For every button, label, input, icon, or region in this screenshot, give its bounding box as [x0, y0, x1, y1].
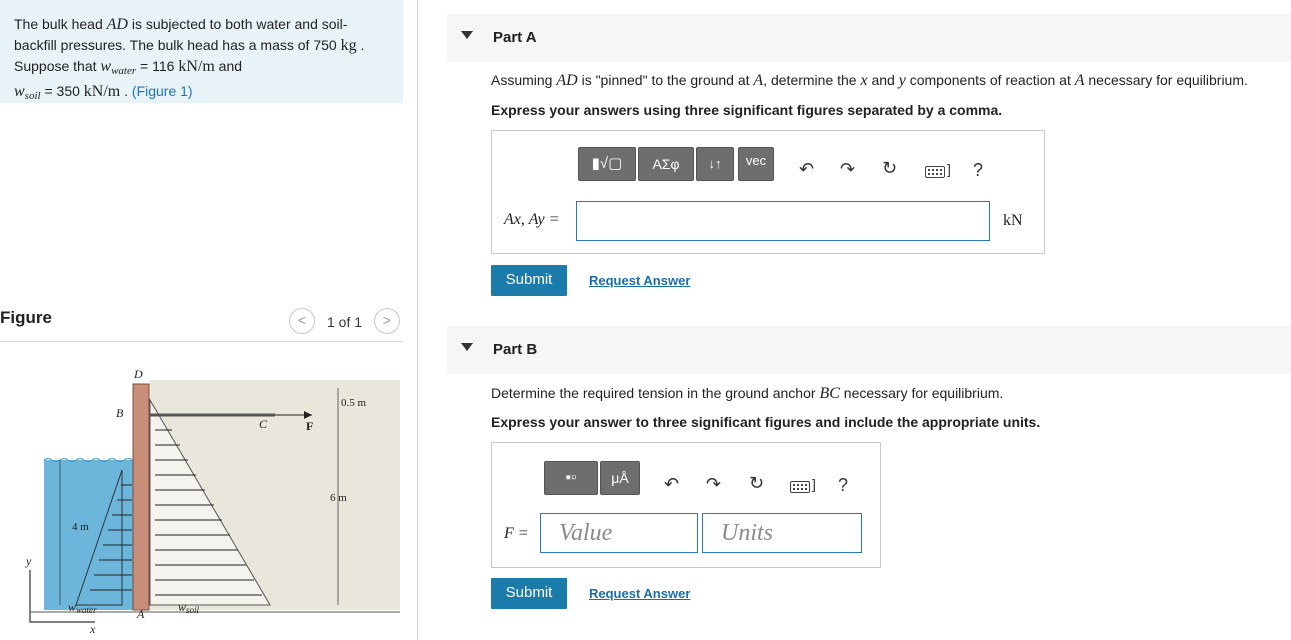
label-w-soil: wsoil: [178, 600, 200, 615]
part-b-question: Determine the required tension in the ground anchor BC necessary for equilibrium.: [491, 385, 1004, 402]
units-button[interactable]: μÅ: [600, 461, 640, 495]
part-b-header[interactable]: [447, 326, 1291, 374]
chevron-left-icon: <: [297, 312, 307, 328]
chevron-right-icon: >: [382, 312, 392, 328]
reset-icon[interactable]: ↻: [882, 158, 898, 178]
redo-icon[interactable]: ↷: [840, 159, 856, 179]
figure-title: Figure: [0, 308, 52, 327]
units-input[interactable]: Units: [702, 513, 862, 553]
part-a-title: Part A: [493, 29, 537, 46]
problem-line-2: backfill pressures. The bulk head has a mass of 750 kg .: [14, 37, 365, 54]
arrows-button[interactable]: ↓↑: [696, 147, 734, 181]
problem-statement: [0, 0, 403, 103]
part-a-answer-input[interactable]: [576, 201, 990, 241]
part-a-answer-label: Ax, Ay =: [504, 211, 560, 228]
label-a: A: [137, 607, 145, 621]
part-b-request-answer-link[interactable]: Request Answer: [589, 586, 691, 601]
dimension-mid-label: 6 m: [330, 492, 347, 504]
templates-button[interactable]: ▪▫: [544, 461, 598, 495]
part-b-answer-label: F =: [504, 525, 529, 542]
label-b: B: [116, 406, 124, 420]
help-icon[interactable]: ?: [973, 160, 984, 180]
label-w-water: wwater: [68, 600, 97, 615]
part-b-submit-button[interactable]: Submit: [491, 578, 567, 609]
next-figure-button[interactable]: [374, 308, 400, 334]
label-y: y: [26, 554, 32, 568]
part-a-answer-box: ▮√▢ ΑΣφ ↓↑ vec ↶ ↷ ↻ ] ? Ax, Ay = kN: [491, 130, 1045, 254]
reset-icon[interactable]: ↻: [749, 473, 765, 493]
help-icon[interactable]: ?: [838, 475, 849, 495]
value-input[interactable]: Value: [540, 513, 698, 553]
problem-line-3: Suppose that $w_{water} = 116$ kN/m and: [14, 58, 243, 77]
redo-icon[interactable]: ↷: [706, 474, 722, 494]
part-b-title: Part B: [493, 341, 538, 358]
figure-pager: 1 of 1: [327, 314, 363, 330]
vector-button[interactable]: vec: [738, 147, 774, 181]
part-a-instruction: Express your answers using three significant figures separated by a comma.: [491, 102, 1003, 118]
greek-symbols-button[interactable]: ΑΣφ: [638, 147, 694, 181]
previous-figure-button[interactable]: [289, 308, 315, 334]
label-c: C: [259, 417, 268, 431]
undo-icon[interactable]: ↶: [799, 159, 815, 179]
part-a-header[interactable]: [447, 14, 1291, 62]
label-f: F: [306, 419, 314, 433]
part-a-question: Assuming AD is "pinned" to the ground at A, determine the x and y components of reaction at A necessary for equilibrium.: [491, 72, 1248, 89]
keyboard-icon[interactable]: [925, 166, 945, 178]
figure-header: [0, 304, 403, 342]
problem-line-1: The bulk head AD is subjected to both water and soil-: [14, 16, 348, 33]
part-b-instruction: Express your answer to three significant figures and include the appropriate units.: [491, 414, 1041, 430]
label-d: D: [134, 367, 143, 381]
problem-line-4: $w_{soil} = 350$ kN/m . (Figure 1): [14, 83, 193, 102]
figure-link[interactable]: (Figure 1): [131, 83, 193, 99]
column-divider: [417, 0, 418, 640]
label-x: x: [90, 622, 96, 636]
collapse-triangle-icon: [461, 31, 473, 39]
bulkhead-wall: [133, 384, 149, 610]
bulkhead-figure: [0, 360, 403, 640]
undo-icon[interactable]: ↶: [664, 474, 680, 494]
dimension-top-label: 0.5 m: [341, 397, 367, 409]
part-a-request-answer-link[interactable]: Request Answer: [589, 273, 691, 288]
dimension-left-label: 4 m: [72, 521, 89, 533]
templates-button[interactable]: ▮√▢: [578, 147, 636, 181]
keyboard-icon[interactable]: [790, 481, 810, 493]
collapse-triangle-icon: [461, 343, 473, 351]
part-a-submit-button[interactable]: Submit: [491, 265, 567, 296]
part-a-unit: kN: [1003, 212, 1023, 229]
part-b-answer-box: ▪▫ μÅ ↶ ↷ ↻ ] ? F = Value Units: [491, 442, 881, 568]
